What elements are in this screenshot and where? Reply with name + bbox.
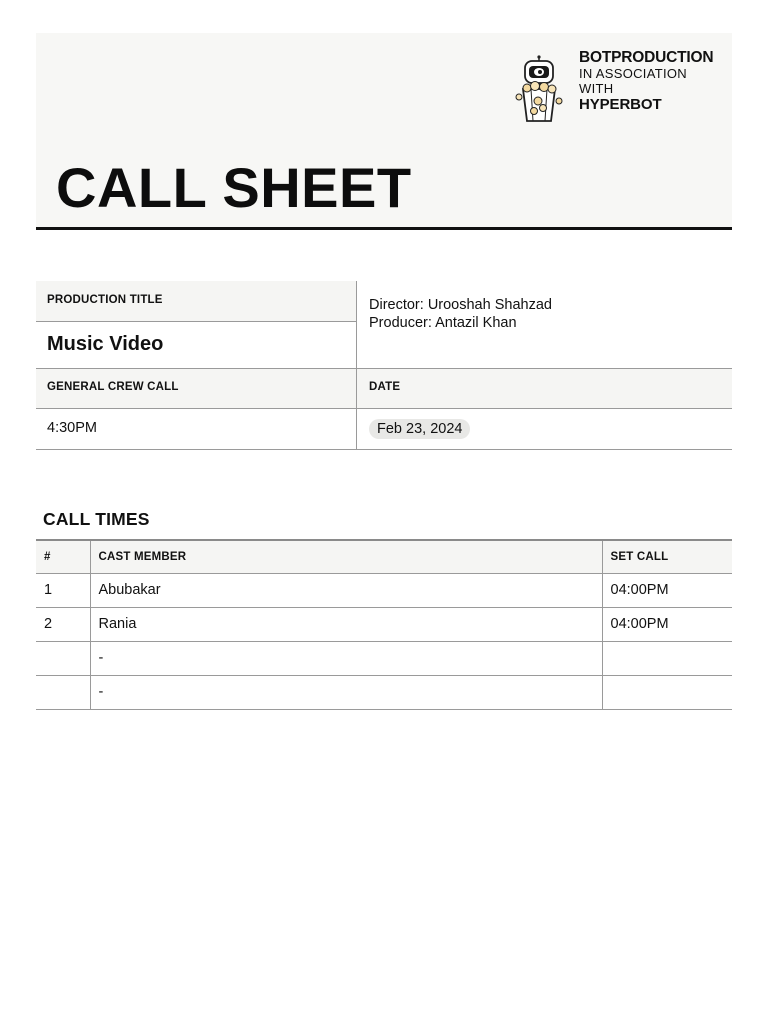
- table-row: [36, 641, 732, 675]
- date-label: DATE: [369, 381, 401, 393]
- grid-line: [356, 281, 357, 450]
- grid-line: [36, 368, 732, 369]
- column-header-cast-member: CAST MEMBER: [90, 540, 602, 573]
- column-header-number: #: [36, 540, 90, 573]
- column-header-set-call: SET CALL: [602, 540, 732, 573]
- cast-member-name: -: [90, 641, 602, 675]
- header-divider: [36, 227, 732, 230]
- cast-member-name: -: [90, 675, 602, 709]
- cast-member-name: Rania: [90, 607, 602, 641]
- table-header-row: [36, 540, 732, 573]
- logo-line-with: WITH: [579, 81, 614, 96]
- company-logo-text: [579, 49, 729, 114]
- producer-line: Producer: Antazil Khan: [369, 315, 517, 331]
- call-times-table: [36, 539, 732, 710]
- grid-line: [36, 449, 732, 450]
- call-times-title: CALL TIMES: [43, 509, 150, 529]
- row-number: [36, 641, 90, 675]
- page-title: CALL SHEET: [56, 156, 412, 219]
- cast-member-name: Abubakar: [90, 573, 602, 607]
- general-crew-call-label: GENERAL CREW CALL: [47, 381, 179, 393]
- set-call-time: 04:00PM: [602, 573, 732, 607]
- production-info-grid: [36, 281, 732, 450]
- table-row: [36, 607, 732, 641]
- set-call-time: 04:00PM: [602, 607, 732, 641]
- production-title-value: Music Video: [47, 333, 164, 355]
- row-number: 1: [36, 573, 90, 607]
- set-call-time: [602, 675, 732, 709]
- logo-line-association: IN ASSOCIATION: [579, 66, 687, 81]
- grid-line: [36, 321, 357, 322]
- director-line: Director: Urooshah Shahzad: [369, 297, 552, 313]
- date-chip[interactable]: Feb 23, 2024: [369, 419, 470, 439]
- table-row: [36, 573, 732, 607]
- row-number: 2: [36, 607, 90, 641]
- table-row: [36, 675, 732, 709]
- row-number: [36, 675, 90, 709]
- robot-popcorn-mascot-icon: [513, 55, 565, 123]
- general-crew-call-value: 4:30PM: [47, 420, 97, 436]
- set-call-time: [602, 641, 732, 675]
- logo-line-partner: HYPERBOT: [579, 96, 662, 113]
- production-title-label: PRODUCTION TITLE: [47, 294, 163, 306]
- logo-line-company: BOTPRODUCTION: [579, 49, 714, 66]
- date-label-cell: [357, 368, 732, 408]
- grid-line: [36, 408, 732, 409]
- key-crew: [369, 296, 552, 332]
